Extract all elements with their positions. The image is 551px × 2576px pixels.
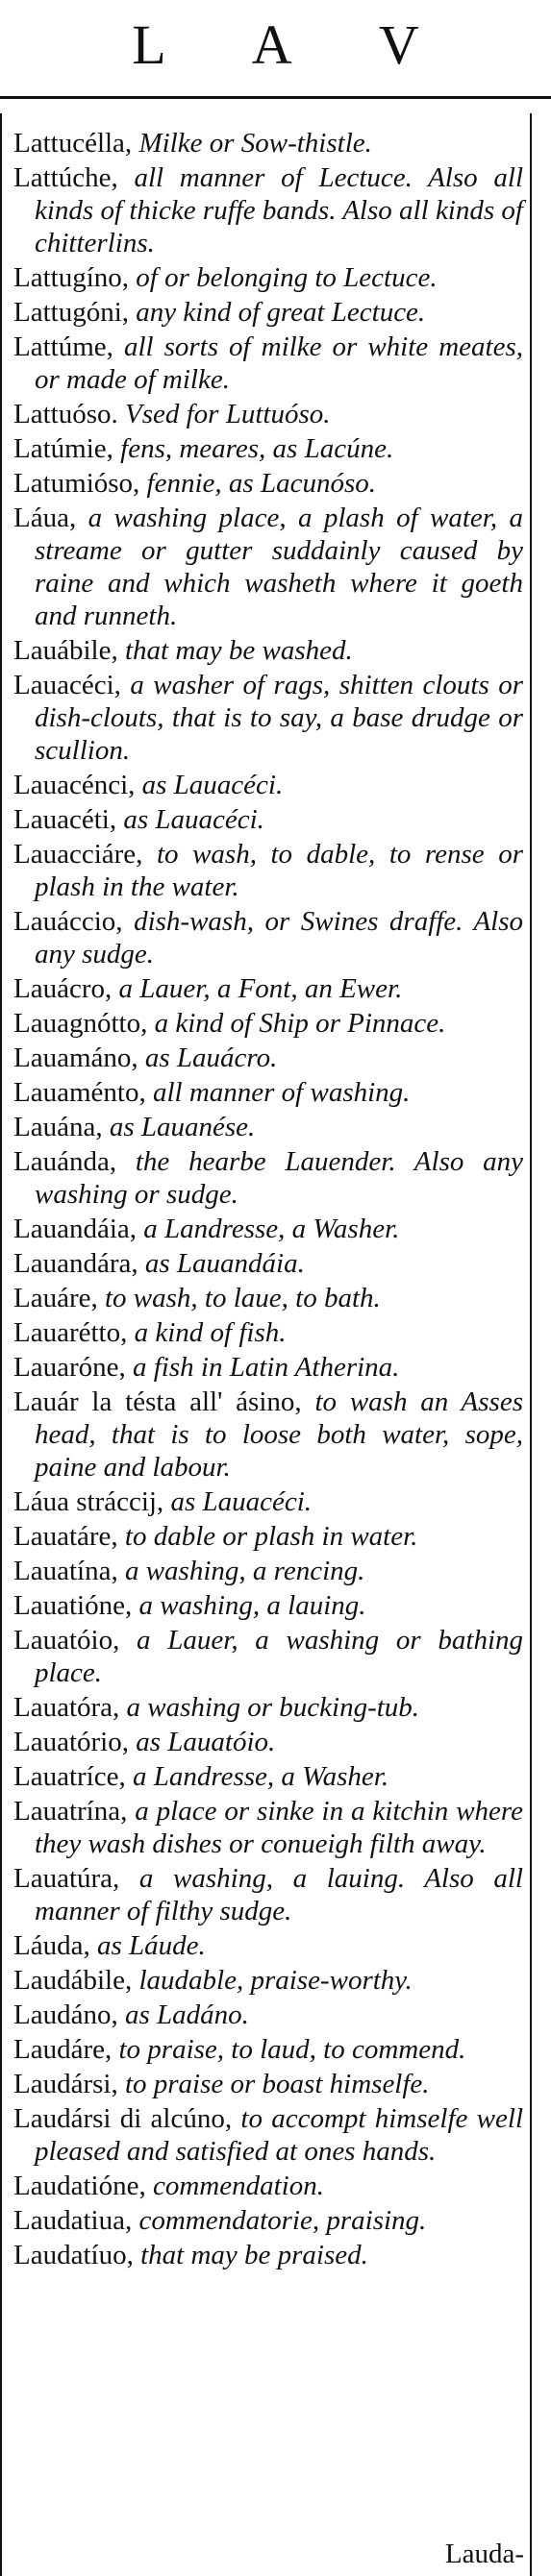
headword: Lauánda,	[13, 1146, 117, 1177]
headword: Lauatrína,	[13, 1796, 128, 1827]
dictionary-entry	[13, 1726, 523, 1758]
definition: to wash, to dable, to rense or plash in the water.	[35, 839, 523, 902]
headword: Laudáno,	[13, 1999, 118, 2030]
definition: all sorts of milke or white meates, or made of milke.	[35, 331, 523, 395]
headword: Lauaróne,	[13, 1352, 126, 1383]
headword: Lauána,	[13, 1112, 103, 1142]
definition: to dable or plash in water.	[124, 1521, 418, 1552]
headword: Lauacciáre,	[13, 839, 143, 870]
definition: that may be washed.	[124, 635, 353, 666]
dictionary-entry	[13, 803, 523, 836]
definition: to praise or boast himselfe.	[124, 2069, 430, 2099]
headword: Lauacéci,	[13, 670, 121, 700]
headword: Lauatióne,	[13, 1590, 133, 1621]
dictionary-entry	[13, 2102, 523, 2168]
definition: a washing, a lauing.	[138, 1590, 366, 1621]
dictionary-entry	[13, 1213, 523, 1245]
definition: a fish in Latin Atherina.	[133, 1352, 400, 1383]
headword: Lauandára,	[13, 1248, 138, 1279]
definition: as Lauacéci.	[123, 804, 264, 835]
dictionary-entry	[13, 161, 523, 259]
dictionary-entry	[13, 1520, 523, 1553]
dictionary-entry	[13, 669, 523, 767]
dictionary-entry	[13, 2239, 523, 2271]
definition: of or belonging to Lectuce.	[136, 262, 438, 293]
definition: a place or sinke in a kitchin where they wash dishes or conueigh filth away.	[35, 1796, 523, 1859]
definition: as Lauatóio.	[136, 1727, 276, 1757]
headword: Laudatíuo,	[13, 2240, 134, 2270]
definition: a washing place, a plash of water, a streame or gutter suddainly caused by raine and which washeth where it goeth and runneth.	[35, 503, 524, 631]
dictionary-entry	[13, 1042, 523, 1074]
dictionary-entry	[13, 838, 523, 903]
definition: as Lauanése.	[109, 1112, 256, 1142]
definition: as Lauandáia.	[144, 1248, 305, 1279]
definition: any kind of great Lectuce.	[136, 297, 426, 328]
headword: Lauatúra,	[13, 1863, 120, 1894]
headword: Lauatóra,	[13, 1692, 120, 1723]
definition: laudable, praise-worthy.	[138, 1965, 413, 1996]
headword: Latúmie,	[13, 433, 113, 464]
definition: a washing, a lauing. Also all manner of filthy sudge.	[35, 1863, 523, 1926]
dictionary-entry	[13, 1691, 523, 1724]
definition: all manner of washing.	[152, 1077, 411, 1108]
dictionary-entry	[13, 1007, 523, 1040]
dictionary-entry	[13, 1386, 523, 1484]
headword: Lattuóso.	[13, 399, 118, 429]
headword: Lauandáia,	[13, 1214, 138, 1244]
headword: Lauatína,	[13, 1556, 118, 1586]
definition: a kind of Ship or Pinnace.	[154, 1008, 446, 1039]
dictionary-entry	[13, 634, 523, 667]
definition: a washer of rags, shitten clouts or dish-clouts, that is to say, a base drudge or scullion.	[35, 670, 523, 766]
dictionary-entry	[13, 2033, 523, 2066]
dictionary-entry	[13, 1111, 523, 1143]
definition: to accompt himselfe well pleased and satisfied at ones hands.	[35, 2103, 523, 2167]
dictionary-entry	[13, 296, 523, 329]
headword: Laudáre,	[13, 2034, 113, 2065]
headword: Lattugíno,	[13, 262, 130, 293]
definition: as Lauácro.	[144, 1043, 278, 1073]
headword: Laudársi di alcúno,	[13, 2103, 233, 2134]
headword: Lauatáre,	[13, 1521, 118, 1552]
dictionary-entry	[13, 1929, 523, 1962]
dictionary-entry	[13, 1795, 523, 1860]
column-rule-right	[530, 113, 532, 2576]
headword: Latumióso,	[13, 468, 140, 499]
dictionary-entry	[13, 1624, 523, 1689]
definition: as Lauacéci.	[141, 770, 284, 800]
catchword: Lauda-	[444, 2539, 524, 2569]
dictionary-entry	[13, 905, 523, 970]
definition: the hearbe Lauender. Also any washing or sudge.	[35, 1146, 524, 1210]
definition: Vsed for Luttuóso.	[125, 399, 331, 429]
headword: Lattugóni,	[13, 297, 130, 328]
dictionary-entry	[13, 1316, 523, 1349]
dictionary-entry	[13, 331, 523, 396]
dictionary-entry	[13, 1485, 523, 1518]
dictionary-entry	[13, 398, 523, 430]
dictionary-entry	[13, 1282, 523, 1314]
header-rule	[0, 96, 551, 99]
definition: commendatorie, praising.	[138, 2205, 427, 2236]
definition: a Lauer, a Font, an Ewer.	[118, 973, 403, 1004]
column-rule-left	[0, 113, 2, 2576]
headword: Lattúme,	[13, 331, 113, 362]
dictionary-entry	[13, 261, 523, 294]
dictionary-entry	[13, 502, 523, 632]
dictionary-entry	[13, 1999, 523, 2031]
headword: Lauarétto,	[13, 1317, 128, 1348]
definition: to wash, to laue, to bath.	[105, 1283, 381, 1313]
headword: Lattucélla,	[13, 128, 133, 159]
definition: dish-wash, or Swines draffe. Also any sudge.	[35, 906, 524, 969]
headword: Laudábile,	[13, 1965, 133, 1996]
definition: fennie, as Lacunóso.	[146, 468, 376, 499]
definition: to praise, to laud, to commend.	[118, 2034, 466, 2065]
dictionary-entry	[13, 432, 523, 465]
definition: as Ladáno.	[124, 1999, 249, 2030]
headword: Lauacéti,	[13, 804, 117, 835]
definition: Milke or Sow-thistle.	[138, 128, 372, 159]
headword: Lauáccio,	[13, 906, 123, 937]
headword: Lauár la tésta all' ásino,	[13, 1386, 302, 1417]
dictionary-entry	[13, 769, 523, 801]
dictionary-entry	[13, 1862, 523, 1927]
dictionary-entry	[13, 1247, 523, 1280]
dictionary-entry	[13, 1555, 523, 1587]
headword: Laudatiua,	[13, 2205, 133, 2236]
headword: Laudatióne,	[13, 2171, 146, 2201]
headword: Lauatríce,	[13, 1761, 126, 1792]
dictionary-entry	[13, 1351, 523, 1384]
headword: Lauacénci,	[13, 770, 136, 800]
dictionary-entry	[13, 2068, 523, 2100]
headword: Lauagnótto,	[13, 1008, 148, 1039]
definition: to wash an Asses head, that is to loose both water, sope, paine and labour.	[35, 1386, 524, 1483]
headword: Lattúche,	[13, 162, 118, 193]
headword: Lauáre,	[13, 1283, 98, 1313]
running-head: L A V	[132, 13, 458, 76]
definition: fens, meares, as Lacúne.	[120, 433, 394, 464]
definition: all manner of Lectuce. Also all kinds of thicke ruffe bands. Also all kinds of chitterlins.	[35, 162, 524, 258]
definition: a washing or bucking-tub.	[126, 1692, 420, 1723]
entry-column	[13, 127, 523, 2273]
definition: as Láude.	[96, 1930, 206, 1961]
headword: Lauamáno,	[13, 1043, 138, 1073]
headword: Laudársi,	[13, 2069, 118, 2099]
dictionary-entry	[13, 972, 523, 1005]
dictionary-entry	[13, 127, 523, 159]
headword: Láua stráccij,	[13, 1486, 164, 1517]
headword: Lauácro,	[13, 973, 113, 1004]
dictionary-entry	[13, 1076, 523, 1109]
dictionary-entry	[13, 1964, 523, 1997]
dictionary-entry	[13, 1760, 523, 1793]
definition: that may be praised.	[140, 2240, 368, 2270]
headword: Láuda,	[13, 1930, 90, 1961]
definition: commendation.	[152, 2171, 324, 2201]
dictionary-entry	[13, 1589, 523, 1622]
page-header	[0, 0, 551, 101]
headword: Láua,	[13, 503, 77, 533]
headword: Lauábile,	[13, 635, 118, 666]
definition: a Landresse, a Washer.	[132, 1761, 389, 1792]
definition: a Landresse, a Washer.	[143, 1214, 400, 1244]
definition: as Lauacéci.	[170, 1486, 313, 1517]
dictionary-entry	[13, 467, 523, 500]
definition: a kind of fish.	[134, 1317, 287, 1348]
definition: a washing, a rencing.	[124, 1556, 365, 1586]
dictionary-entry	[13, 2204, 523, 2237]
headword: Lauaménto,	[13, 1077, 146, 1108]
definition: a Lauer, a washing or bathing place.	[35, 1625, 523, 1688]
headword: Lauatório,	[13, 1727, 129, 1757]
dictionary-entry	[13, 1145, 523, 1211]
dictionary-entry	[13, 2170, 523, 2202]
headword: Lauatóio,	[13, 1625, 120, 1656]
